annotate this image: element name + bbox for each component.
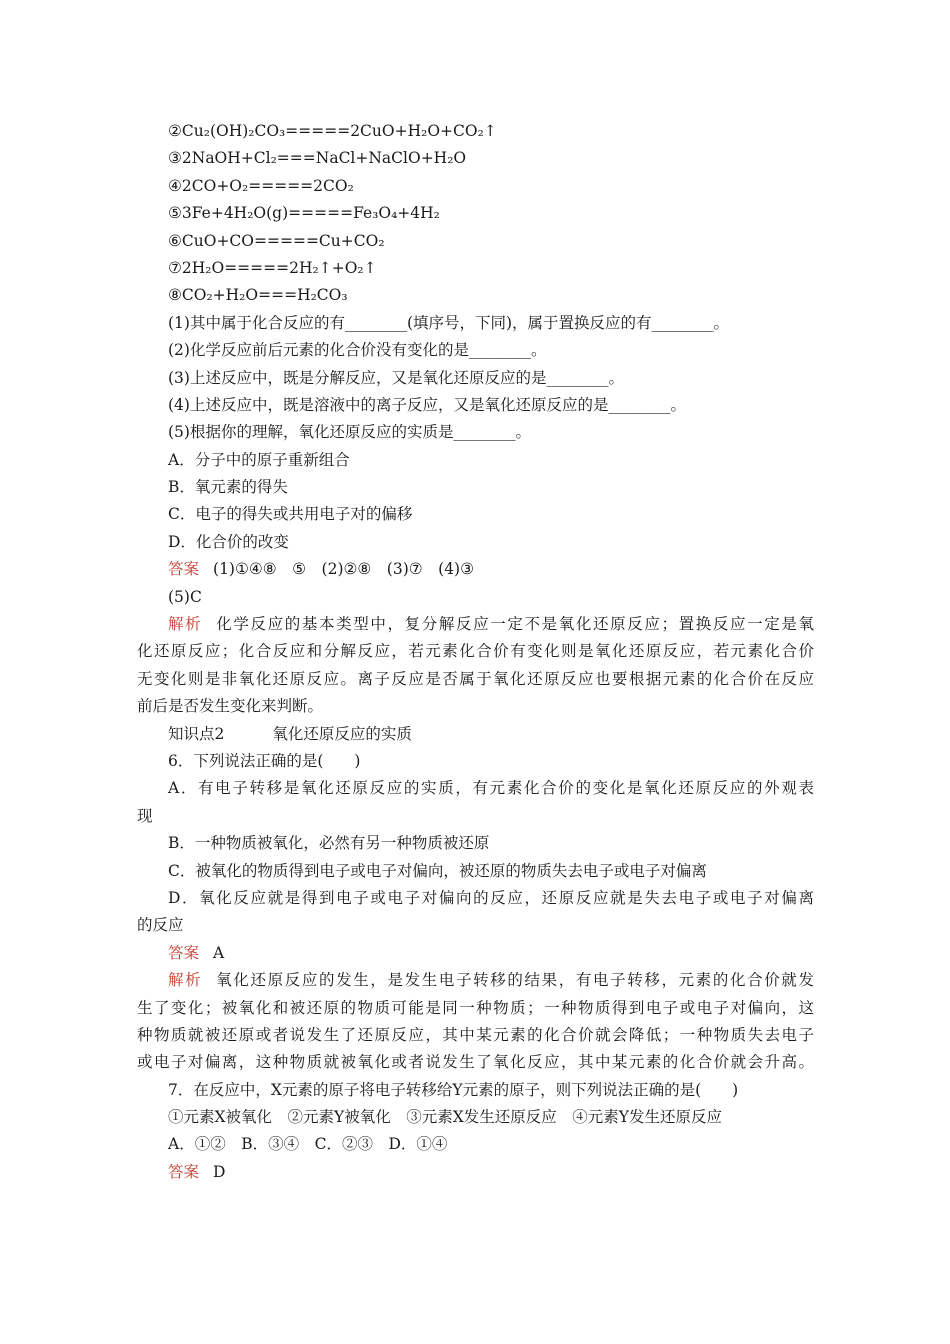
analysis-label: 解析 — [168, 971, 203, 990]
equation-3: ③2NaOH+Cl₂===NaCl+NaClO+H₂O — [168, 149, 467, 168]
q6-answer — [137, 940, 814, 967]
q5-sub-2: (2)化学反应前后元素的化合价没有变化的是________。 — [168, 341, 547, 360]
equation-6: ⑥CuO+CO=====Cu+CO₂ — [168, 231, 385, 250]
answer-label: 答案 — [168, 560, 200, 579]
q6-analysis-line-2: 生了变化；被氧化和被还原的物质可能是同一种物质；一种物质得到电子或电子对偏向，这 — [137, 998, 814, 1017]
q6-option-d-continued: 的反应 — [137, 916, 184, 935]
q6-stem: 6．下列说法正确的是( ) — [168, 751, 361, 770]
section-label: 知识点2 — [168, 724, 225, 743]
equation-4: ④2CO+O₂=====2CO₂ — [168, 176, 354, 195]
equation-2: ②Cu₂(OH)₂CO₃=====2CuO+H₂O+CO₂↑ — [168, 122, 497, 140]
q6-option-d: D．氧化反应就是得到电子或电子对偏向的反应，还原反应就是失去电子或电子对偏离 — [168, 888, 814, 907]
q5-option-a: A．分子中的原子重新组合 — [168, 450, 350, 469]
q6-option-b: B．一种物质被氧化，必然有另一种物质被还原 — [168, 834, 490, 853]
q5-sub-3: (3)上述反应中，既是分解反应，又是氧化还原反应的是________。 — [168, 368, 624, 387]
equation-8: ⑧CO₂+H₂O===H₂CO₃ — [168, 286, 348, 305]
q7-answer — [137, 1159, 814, 1186]
document-content — [137, 118, 814, 1186]
q5-option-d: D．化合价的改变 — [168, 532, 289, 551]
q6-analysis-text: 氧化还原反应的发生，是发生电子转移的结果，有电子转移，元素的化合价就发 — [216, 971, 814, 990]
q5-sub-1: (1)其中属于化合反应的有________(填序号，下同)，属于置换反应的有________。 — [168, 313, 730, 332]
equation-5: ⑤3Fe+4H₂O(g)=====Fe₃O₄+4H₂ — [168, 204, 440, 223]
q7-statements: ①元素X被氧化 ②元素Y被氧化 ③元素X发生还原反应 ④元素Y发生还原反应 — [168, 1108, 723, 1127]
q5-analysis-line-1 — [137, 611, 814, 638]
q6-analysis-line-1 — [137, 967, 814, 994]
q6-option-c: C．被氧化的物质得到电子或电子对偏向，被还原的物质失去电子或电子对偏离 — [168, 861, 707, 880]
q5-analysis-line-4: 前后是否发生变化来判断。 — [137, 697, 324, 716]
section-title: 氧化还原反应的实质 — [272, 724, 412, 743]
q6-option-a: A．有电子转移是氧化还原反应的实质，有元素化合价的变化是氧化还原反应的外观表 — [168, 779, 814, 798]
q5-option-c: C．电子的得失或共用电子对的偏移 — [168, 505, 413, 524]
answer-label: 答案 — [168, 943, 200, 962]
q6-answer-text: A — [213, 943, 225, 962]
q5-analysis-line-3: 无变化则是非氧化还原反应。离子反应是否属于氧化还原反应也要根据元素的化合价在反应 — [137, 669, 814, 688]
section-heading — [137, 721, 814, 748]
q6-analysis-line-4: 或电子对偏离，这种物质就被氧化或者说发生了氧化反应，其中某元素的化合价就会升高。 — [137, 1053, 814, 1072]
analysis-label: 解析 — [168, 615, 203, 634]
q6-option-a-continued: 现 — [137, 806, 153, 825]
q5-answer-continued: (5)C — [168, 587, 202, 606]
q5-answer-text: (1)①④⑧ ⑤ (2)②⑧ (3)⑦ (4)③ — [213, 560, 475, 579]
q6-analysis-line-3: 种物质就被还原或者说发生了还原反应，其中某元素的化合价就会降低；一种物质失去电子 — [137, 1025, 814, 1044]
answer-label: 答案 — [168, 1162, 200, 1181]
q7-choices: A．①② B．③④ C．②③ D．①④ — [168, 1135, 448, 1154]
q5-answer — [137, 556, 814, 583]
q7-stem: 7．在反应中，X元素的原子将电子转移给Y元素的原子，则下列说法正确的是( ) — [168, 1080, 739, 1099]
q5-option-b: B．氧元素的得失 — [168, 478, 288, 497]
q5-sub-4: (4)上述反应中，既是溶液中的离子反应，又是氧化还原反应的是________。 — [168, 395, 686, 414]
q7-answer-text: D — [213, 1162, 226, 1181]
q5-analysis-line-2: 化还原反应；化合反应和分解反应，若元素化合价有变化则是氧化还原反应，若元素化合价 — [137, 642, 814, 661]
q5-sub-5: (5)根据你的理解，氧化还原反应的实质是________。 — [168, 423, 531, 442]
q5-analysis-text: 化学反应的基本类型中，复分解反应一定不是氧化还原反应；置换反应一定是氧 — [216, 615, 814, 634]
equation-7: ⑦2H₂O=====2H₂↑+O₂↑ — [168, 258, 377, 277]
